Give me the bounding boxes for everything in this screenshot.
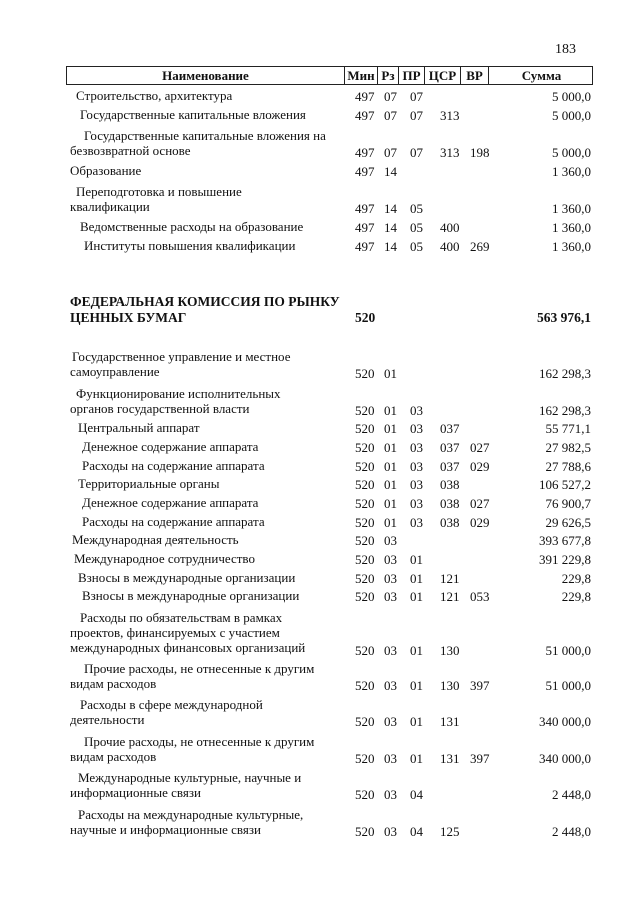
row-pr: 01	[410, 552, 423, 567]
row-min: 497	[355, 145, 375, 160]
row-min: 520	[355, 496, 375, 511]
row-pr: 01	[410, 678, 423, 693]
row-rz: 01	[384, 459, 397, 474]
table-row	[0, 420, 640, 436]
row-sum: 27 788,6	[545, 459, 591, 474]
row-name: Государственные капитальные вложения	[80, 107, 306, 122]
table-row	[0, 349, 640, 381]
table-row	[0, 386, 640, 418]
row-sum: 27 982,5	[545, 440, 591, 455]
row-min: 520	[355, 403, 375, 418]
row-rz: 07	[384, 108, 397, 123]
table-row	[0, 532, 640, 548]
row-csr: 130	[440, 678, 460, 693]
table-row	[0, 163, 640, 179]
table-row	[0, 551, 640, 567]
row-pr: 03	[410, 403, 423, 418]
row-name: Расходы на международные культурные, научные и информационные связи	[70, 807, 304, 837]
row-rz: 14	[384, 239, 397, 254]
row-csr: 313	[440, 145, 460, 160]
row-min: 497	[355, 220, 375, 235]
column-header-csr: ЦСР	[424, 67, 460, 84]
row-csr: 037	[440, 440, 460, 455]
row-rz: 03	[384, 552, 397, 567]
row-min: 520	[355, 477, 375, 492]
row-min: 520	[355, 643, 375, 658]
row-name: Взносы в международные организации	[78, 570, 296, 585]
row-rz: 01	[384, 421, 397, 436]
row-rz: 07	[384, 145, 397, 160]
row-sum: 5 000,0	[552, 89, 591, 104]
row-sum: 391 229,8	[539, 552, 591, 567]
row-sum: 1 360,0	[552, 201, 591, 216]
row-rz: 03	[384, 533, 397, 548]
row-pr: 01	[410, 751, 423, 766]
row-sum: 29 626,5	[545, 515, 591, 530]
table-row	[0, 458, 640, 474]
table-row	[0, 697, 640, 729]
row-pr: 05	[410, 239, 423, 254]
row-sum: 76 900,7	[545, 496, 591, 511]
agency-heading-sum: 563 976,1	[537, 310, 591, 325]
row-sum: 51 000,0	[545, 678, 591, 693]
column-header-pr: ПР	[398, 67, 424, 84]
row-min: 520	[355, 515, 375, 530]
row-sum: 51 000,0	[545, 643, 591, 658]
table-row	[0, 734, 640, 766]
column-header-sum: Сумма	[488, 67, 594, 84]
row-pr: 04	[410, 824, 423, 839]
row-name: Прочие расходы, не отнесенные к другим видам расходов	[70, 734, 315, 764]
table-row	[0, 439, 640, 455]
row-min: 520	[355, 421, 375, 436]
row-name: Международное сотрудничество	[74, 551, 255, 566]
row-rz: 03	[384, 824, 397, 839]
row-pr: 01	[410, 571, 423, 586]
row-vr: 029	[470, 459, 490, 474]
table-row	[0, 107, 640, 123]
agency-heading-name: ФЕДЕРАЛЬНАЯ КОМИССИЯ ПО РЫНКУ ЦЕННЫХ БУМАГ	[70, 294, 340, 325]
row-csr: 130	[440, 643, 460, 658]
table-row	[0, 770, 640, 802]
row-name: Центральный аппарат	[78, 420, 200, 435]
row-sum: 2 448,0	[552, 824, 591, 839]
row-rz: 03	[384, 714, 397, 729]
row-pr: 04	[410, 787, 423, 802]
row-vr: 397	[470, 751, 490, 766]
row-name: Международные культурные, научные и информационные связи	[70, 770, 302, 800]
agency-heading	[0, 294, 640, 326]
table-row	[0, 219, 640, 235]
row-sum: 229,8	[561, 589, 591, 604]
row-vr: 198	[470, 145, 490, 160]
row-name: Переподготовка и повышение квалификации	[70, 184, 242, 214]
row-name: Расходы на содержание аппарата	[82, 458, 265, 473]
row-min: 497	[355, 239, 375, 254]
row-rz: 14	[384, 201, 397, 216]
row-rz: 03	[384, 589, 397, 604]
row-sum: 229,8	[561, 571, 591, 586]
row-vr: 397	[470, 678, 490, 693]
row-pr: 03	[410, 459, 423, 474]
row-sum: 2 448,0	[552, 787, 591, 802]
row-pr: 07	[410, 108, 423, 123]
row-rz: 03	[384, 787, 397, 802]
row-pr: 07	[410, 89, 423, 104]
row-name: Международная деятельность	[72, 532, 239, 547]
row-vr: 269	[470, 239, 490, 254]
row-csr: 121	[440, 571, 460, 586]
row-rz: 01	[384, 477, 397, 492]
row-rz: 14	[384, 164, 397, 179]
row-pr: 03	[410, 515, 423, 530]
row-name: Государственные капитальные вложения на безвозвратной основе	[70, 128, 326, 158]
row-rz: 01	[384, 515, 397, 530]
row-pr: 07	[410, 145, 423, 160]
table-row	[0, 588, 640, 604]
row-csr: 038	[440, 496, 460, 511]
row-sum: 162 298,3	[539, 366, 591, 381]
table-row	[0, 610, 640, 658]
row-name: Территориальные органы	[78, 476, 220, 491]
row-name: Функционирование исполнительных органов государственной власти	[70, 386, 281, 416]
row-name: Денежное содержание аппарата	[82, 495, 259, 510]
column-header-min: Мин	[344, 67, 377, 84]
row-name: Расходы на содержание аппарата	[82, 514, 265, 529]
row-pr: 05	[410, 220, 423, 235]
row-vr: 053	[470, 589, 490, 604]
row-min: 497	[355, 89, 375, 104]
agency-heading-min: 520	[355, 310, 376, 325]
row-csr: 038	[440, 477, 460, 492]
row-pr: 03	[410, 421, 423, 436]
row-name: Строительство, архитектура	[76, 88, 233, 103]
row-sum: 162 298,3	[539, 403, 591, 418]
row-pr: 01	[410, 714, 423, 729]
table-row	[0, 128, 640, 160]
row-sum: 5 000,0	[552, 108, 591, 123]
row-min: 520	[355, 571, 375, 586]
row-sum: 1 360,0	[552, 164, 591, 179]
page-number: 183	[555, 42, 576, 57]
row-sum: 106 527,2	[539, 477, 591, 492]
table-row	[0, 476, 640, 492]
column-header-rz: Рз	[377, 67, 398, 84]
row-pr: 03	[410, 440, 423, 455]
row-min: 520	[355, 714, 375, 729]
row-min: 520	[355, 589, 375, 604]
row-min: 520	[355, 459, 375, 474]
row-rz: 03	[384, 678, 397, 693]
row-vr: 027	[470, 440, 490, 455]
row-vr: 029	[470, 515, 490, 530]
row-name: Расходы по обязательствам в рамках проектов, финансируемых с участием международных финансовых организаций	[70, 610, 306, 655]
row-sum: 393 677,8	[539, 533, 591, 548]
row-rz: 03	[384, 643, 397, 658]
row-rz: 01	[384, 440, 397, 455]
row-rz: 03	[384, 751, 397, 766]
table-row	[0, 661, 640, 693]
row-csr: 400	[440, 220, 460, 235]
row-min: 520	[355, 533, 375, 548]
table-row	[0, 514, 640, 530]
row-csr: 313	[440, 108, 460, 123]
row-pr: 03	[410, 496, 423, 511]
row-min: 520	[355, 552, 375, 567]
row-rz: 01	[384, 403, 397, 418]
row-name: Расходы в сфере международной деятельности	[70, 697, 263, 727]
row-csr: 400	[440, 239, 460, 254]
table-row	[0, 88, 640, 104]
table-row	[0, 184, 640, 216]
row-csr: 131	[440, 751, 460, 766]
column-header-vr: ВР	[460, 67, 488, 84]
row-vr: 027	[470, 496, 490, 511]
row-sum: 340 000,0	[539, 714, 591, 729]
row-rz: 01	[384, 496, 397, 511]
row-name: Прочие расходы, не отнесенные к другим видам расходов	[70, 661, 315, 691]
table-row	[0, 238, 640, 254]
row-name: Государственное управление и местное самоуправление	[70, 349, 291, 379]
row-csr: 125	[440, 824, 460, 839]
row-min: 520	[355, 787, 375, 802]
row-sum: 340 000,0	[539, 751, 591, 766]
table-row	[0, 570, 640, 586]
row-csr: 037	[440, 421, 460, 436]
row-rz: 07	[384, 89, 397, 104]
row-min: 520	[355, 824, 375, 839]
row-name: Денежное содержание аппарата	[82, 439, 259, 454]
row-pr: 01	[410, 643, 423, 658]
row-sum: 1 360,0	[552, 239, 591, 254]
row-min: 497	[355, 108, 375, 123]
row-csr: 037	[440, 459, 460, 474]
column-header-name: Наименование	[162, 68, 249, 83]
row-pr: 03	[410, 477, 423, 492]
row-min: 520	[355, 678, 375, 693]
row-csr: 121	[440, 589, 460, 604]
row-pr: 01	[410, 589, 423, 604]
row-min: 497	[355, 201, 375, 216]
row-rz: 14	[384, 220, 397, 235]
row-sum: 5 000,0	[552, 145, 591, 160]
row-pr: 05	[410, 201, 423, 216]
row-min: 520	[355, 751, 375, 766]
row-name: Институты повышения квалификации	[84, 238, 296, 253]
table-row	[0, 495, 640, 511]
row-min: 520	[355, 440, 375, 455]
table-header	[66, 66, 593, 85]
row-sum: 1 360,0	[552, 220, 591, 235]
row-min: 520	[355, 366, 375, 381]
row-name: Ведомственные расходы на образование	[80, 219, 304, 234]
row-min: 497	[355, 164, 375, 179]
row-name: Образование	[70, 163, 142, 178]
table-row	[0, 807, 640, 839]
row-sum: 55 771,1	[545, 421, 591, 436]
row-csr: 131	[440, 714, 460, 729]
row-csr: 038	[440, 515, 460, 530]
row-name: Взносы в международные организации	[82, 588, 300, 603]
row-rz: 03	[384, 571, 397, 586]
row-rz: 01	[384, 366, 397, 381]
